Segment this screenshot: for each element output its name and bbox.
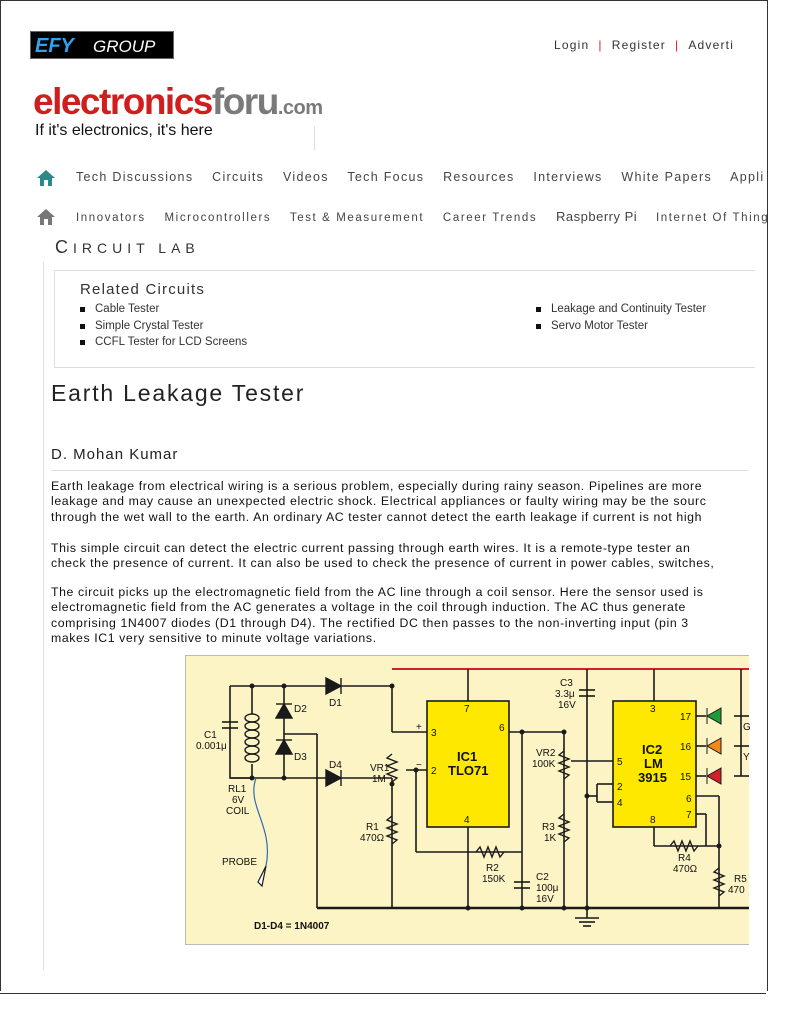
nav-internet-of-things[interactable]: Internet Of Thing [655,212,770,224]
label-c3: C3 [560,678,573,689]
label-ic2-num: 3915 [638,770,667,785]
label-ic2-pin6: 6 [686,794,692,805]
login-link[interactable]: Login [554,38,590,52]
diode-d4-icon [326,770,341,786]
text-line: leakage and may cause an unexpected electric shock. Electrical appliances or faulty wiring may be the sourc [51,494,707,509]
nav-white-papers[interactable]: White Papers [621,170,713,184]
ground-icon [575,908,599,926]
related-list-right [536,301,706,334]
article-title: Earth Leakage Tester [51,380,306,406]
efy-group-logo[interactable] [30,31,174,59]
nav-tech-discussions[interactable]: Tech Discussions [76,170,194,184]
label-c1-value: 0.001μ [196,741,227,752]
text-line: through the wet wall to the earth. An ordinary AC tester cannot detect the earth leakage if current is not high [51,509,703,524]
label-pin6: 6 [499,723,505,734]
related-link[interactable]: CCFL Tester for LCD Screens [80,334,247,351]
probe-icon [254,778,268,886]
label-c2: C2 [536,872,549,883]
nav-circuits[interactable]: Circuits [212,170,265,184]
diode-d2-icon [276,704,292,718]
red-led-icon [707,768,721,784]
label-d4: D4 [329,760,342,771]
label-ic1-type: TLO71 [448,763,489,778]
label-y: Y [743,752,750,763]
label-ic1: IC1 [457,749,478,764]
text-line: makes IC1 very sensitive to minute voltage variations. [51,630,377,645]
separator: | [675,38,680,52]
label-ic2-pin8: 8 [650,815,656,826]
divider [314,126,315,150]
label-plus: + [416,722,422,733]
label-ic2-pin2: 2 [617,782,623,793]
separator: | [598,38,603,52]
related-link[interactable]: Leakage and Continuity Tester [536,301,706,318]
efy-group-text: GROUP [93,37,156,56]
label-ic2-lm: LM [644,756,663,771]
page-footer-frame [0,993,766,1024]
label-r3: R3 [542,822,555,833]
label-rl1-type: COIL [226,806,250,817]
label-probe: PROBE [222,857,258,868]
label-vr1-value: 1M [372,774,386,785]
label-c3-value: 3.3μ [555,689,575,700]
nav-tech-focus[interactable]: Tech Focus [347,170,425,184]
label-ic2-pin7: 7 [686,810,692,821]
register-link[interactable]: Register [611,38,666,52]
label-c2-volt: 16V [536,894,554,905]
label-c1: C1 [204,730,217,741]
related-heading: Related Circuits [80,281,206,298]
text-line: electromagnetic field from the AC generates a voltage in the coil through induction. The AC thus generate [51,600,686,615]
label-r5-value: 470 [728,885,745,896]
article-author[interactable]: D. Mohan Kumar [51,446,179,463]
label-c3-volt: 16V [558,700,576,711]
schematic-svg [186,656,749,944]
account-links [554,38,734,52]
text-line: Earth leakage from electrical wiring is a serious problem, especially during rainy season. Pipelines are more [51,479,703,493]
nav-raspberry-pi[interactable]: Raspberry Pi [556,209,638,224]
label-pin15: 15 [680,772,692,783]
diode-d1-icon [326,678,341,694]
related-link[interactable]: Cable Tester [80,301,247,318]
label-pin7: 7 [464,704,470,715]
related-list-left [80,301,247,351]
diode-d3-icon [276,740,292,754]
text-line: This simple circuit can detect the electric current passing through earth wires. It is a remote-type tester an [51,541,691,555]
label-vr2: VR2 [536,748,556,759]
label-r4-value: 470Ω [673,864,698,875]
section-label [55,237,200,258]
related-link[interactable]: Simple Crystal Tester [80,318,247,335]
circuit-diagram [185,655,749,945]
nav-interviews[interactable]: Interviews [533,170,603,184]
section-label-rest: IRCUIT LAB [73,240,200,256]
logo-electronics: electronics [33,81,212,122]
text-line: The circuit picks up the electromagnetic field from the AC line through a coil sensor. Here the sensor used is [51,585,704,599]
divider [51,470,748,471]
efy-logo-text: EFY [35,35,74,57]
related-circuits-box [54,270,755,368]
nav-microcontrollers[interactable]: Microcontrollers [164,212,272,224]
leds [707,708,721,784]
label-pin17: 17 [680,712,692,723]
label-pin16: 16 [680,742,692,753]
label-vr2-value: 100K [532,759,556,770]
label-r4: R4 [678,853,691,864]
label-minus: − [416,760,422,771]
home-icon[interactable] [35,207,57,227]
nav-innovators[interactable]: Innovators [76,212,146,224]
logo-tld: .com [277,97,323,119]
logo-foru: foru [211,81,278,122]
label-rl1: RL1 [228,784,247,795]
label-pin2: 2 [431,766,437,777]
paragraph-2 [51,541,791,572]
paragraph-1 [51,479,791,525]
orange-led-icon [707,738,721,754]
label-g: G [743,722,751,733]
paragraph-3 [51,585,791,646]
label-diode-note: D1-D4 = 1N4007 [254,921,330,932]
site-tagline: If it's electronics, it's here [35,122,213,139]
text-line: check the presence of current. It can also be used to check the presence of current in power cables, switches, [51,556,715,571]
label-ic2-pin5: 5 [617,757,623,768]
label-ic2-pin4: 4 [617,798,623,809]
label-vr1: VR1 [370,763,390,774]
label-pin4: 4 [464,815,470,826]
nav-resources[interactable]: Resources [443,170,515,184]
label-r1-value: 470Ω [360,833,385,844]
coil-icon [245,714,259,762]
label-d3: D3 [294,752,307,763]
label-pin3: 3 [431,728,437,739]
label-r5: R5 [734,874,747,885]
label-ic2-pin3: 3 [650,704,656,715]
green-led-icon [707,708,721,724]
label-ic2: IC2 [642,742,663,757]
advertise-link[interactable]: Adverti [688,38,735,52]
label-r3-value: 1K [544,833,557,844]
text-line: comprising 1N4007 diodes (D1 through D4). The rectified DC then passes to the non-inverting input (pin 3 [51,615,689,630]
nav-career-trends[interactable]: Career Trends [442,212,538,224]
section-label-initial: C [55,237,73,257]
nav-applications[interactable]: Appli [730,170,765,184]
article-container [43,262,751,970]
label-r2-value: 150K [482,874,506,885]
label-d2: D2 [294,704,307,715]
related-link[interactable]: Servo Motor Tester [536,318,706,335]
label-rl1-volt: 6V [232,795,245,806]
nav-videos[interactable]: Videos [283,170,329,184]
label-r1: R1 [366,822,379,833]
nav-test-measurement[interactable]: Test & Measurement [289,212,425,224]
label-c2-value: 100μ [536,883,559,894]
label-r2: R2 [486,863,499,874]
label-d1: D1 [329,698,342,709]
home-icon[interactable] [35,168,57,188]
